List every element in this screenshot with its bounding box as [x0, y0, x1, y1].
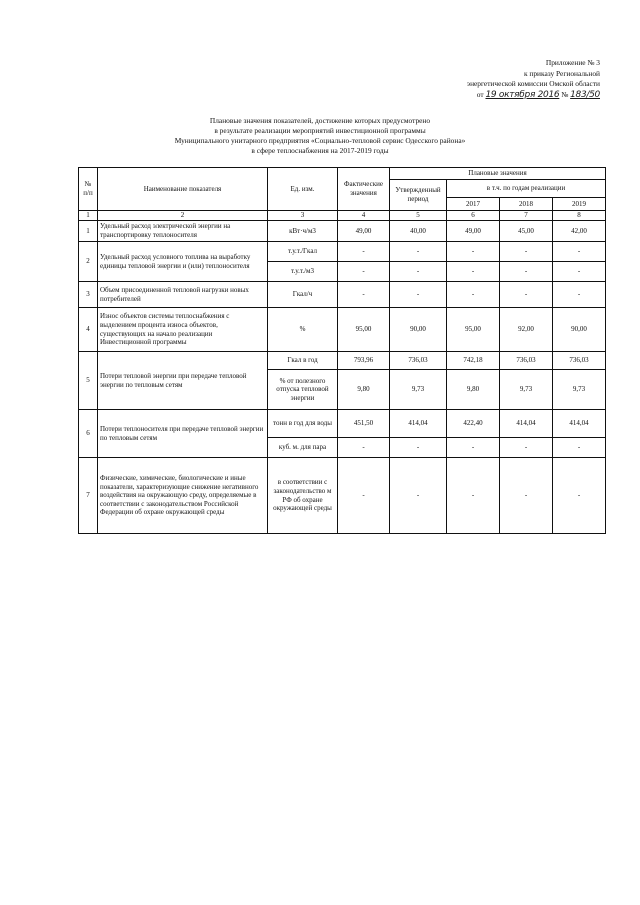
value-2018: - [500, 458, 553, 534]
value-2018: - [500, 262, 553, 282]
approved-value: - [390, 282, 447, 308]
order-date: 19 октября 2016 [485, 89, 560, 100]
row-number: 3 [79, 282, 98, 308]
value-2017: 9,80 [447, 370, 500, 410]
actual-value: 793,96 [338, 352, 390, 370]
value-2019: - [553, 242, 606, 262]
indicators-table [78, 167, 606, 534]
value-2018: 736,03 [500, 352, 553, 370]
actual-value: - [338, 242, 390, 262]
value-2019: - [553, 282, 606, 308]
column-index: 8 [553, 211, 606, 221]
actual-value: - [338, 282, 390, 308]
value-2018: 92,00 [500, 308, 553, 352]
value-2019: - [553, 262, 606, 282]
row-number: 1 [79, 221, 98, 242]
approved-value: - [390, 262, 447, 282]
value-2018: 9,73 [500, 370, 553, 410]
value-2017: - [447, 438, 500, 458]
actual-value: 451,50 [338, 410, 390, 438]
column-index: 5 [390, 211, 447, 221]
approved-value: - [390, 458, 447, 534]
unit-cell: тонн в год для воды [268, 410, 338, 438]
approved-value: 414,04 [390, 410, 447, 438]
header-unit: Ед. изм. [268, 168, 338, 211]
unit-cell: т.у.т./м3 [268, 262, 338, 282]
unit-cell: т.у.т./Гкал [268, 242, 338, 262]
indicator-name: Потери тепловой энергии при передаче тепловой энергии по тепловым сетям [98, 352, 268, 410]
indicator-name: Удельный расход электрической энергии на транспортировку теплоносителя [98, 221, 268, 242]
appendix-title: Приложение № 3 [545, 58, 600, 67]
value-2018: - [500, 242, 553, 262]
value-2017: 422,40 [447, 410, 500, 438]
value-2017: 49,00 [447, 221, 500, 242]
unit-cell: Гкал/ч [268, 282, 338, 308]
header-name: Наименование показателя [98, 168, 268, 211]
table-row [79, 282, 606, 308]
unit-cell: % [268, 308, 338, 352]
column-index: 6 [447, 211, 500, 221]
unit-cell: куб. м. для пара [268, 438, 338, 458]
title-line: Муниципального унитарного предприятия «Социально-тепловой сервис Одесского района» [174, 136, 466, 145]
value-2019: 42,00 [553, 221, 606, 242]
appendix-block [440, 58, 600, 100]
indicator-name: Удельный расход условного топлива на выработку единицы тепловой энергии и (или) теплоносителя [98, 242, 268, 282]
value-2019: - [553, 458, 606, 534]
value-2019: 736,03 [553, 352, 606, 370]
row-number: 2 [79, 242, 98, 282]
header-actual: Фактические значения [338, 168, 390, 211]
header-approved: Утвержденный период [390, 180, 447, 211]
actual-value: - [338, 262, 390, 282]
value-2018: 45,00 [500, 221, 553, 242]
title-line: в сфере теплоснабжения на 2017-2019 годы [251, 146, 389, 155]
title-line: Плановые значения показателей, достижение которых предусмотрено [209, 116, 431, 125]
indicator-name: Потери теплоносителя при передаче тепловой энергии по тепловым сетям [98, 410, 268, 458]
actual-value: - [338, 458, 390, 534]
value-2019: - [553, 438, 606, 458]
approved-value: - [390, 242, 447, 262]
order-line [440, 90, 600, 101]
actual-value: 9,80 [338, 370, 390, 410]
column-index: 7 [500, 211, 553, 221]
value-2017: - [447, 242, 500, 262]
approved-value: 9,73 [390, 370, 447, 410]
approved-value: 736,03 [390, 352, 447, 370]
value-2017: 95,00 [447, 308, 500, 352]
table-row [79, 410, 606, 438]
indicator-name: Физические, химические, биологические и иные показатели, характеризующие снижение негативного воздействия на окружающую среду, определяемые в соответствии с законодательством Российской Федерации об охране окружающей среды [98, 458, 268, 534]
header-by-years: в т.ч. по годам реализации [447, 180, 606, 198]
column-index: 1 [79, 211, 98, 221]
unit-cell: Гкал в год [268, 352, 338, 370]
row-number: 4 [79, 308, 98, 352]
order-prefix: от [476, 89, 484, 99]
row-number: 5 [79, 352, 98, 410]
indicator-name: Объем присоединенной тепловой нагрузки новых потребителей [98, 282, 268, 308]
indicator-name: Износ объектов системы теплоснабжения с выделением процента износа объектов, существующих на начало реализации Инвестиционной программы [98, 308, 268, 352]
actual-value: - [338, 438, 390, 458]
value-2019: 414,04 [553, 410, 606, 438]
table-row [79, 352, 606, 370]
approved-value: - [390, 438, 447, 458]
approved-value: 40,00 [390, 221, 447, 242]
value-2019: 9,73 [553, 370, 606, 410]
column-index-row [79, 211, 606, 221]
column-index: 2 [98, 211, 268, 221]
actual-value: 95,00 [338, 308, 390, 352]
document-title [150, 116, 490, 156]
value-2017: 742,18 [447, 352, 500, 370]
value-2017: - [447, 262, 500, 282]
column-index: 3 [268, 211, 338, 221]
order-number: 183/50 [570, 89, 600, 100]
header-2018: 2018 [500, 198, 553, 211]
unit-cell: кВт·ч/м3 [268, 221, 338, 242]
value-2017: - [447, 458, 500, 534]
value-2019: 90,00 [553, 308, 606, 352]
unit-cell: в соответствии с законодательство м РФ об охране окружающей среды [268, 458, 338, 534]
row-number: 7 [79, 458, 98, 534]
value-2018: - [500, 282, 553, 308]
header-num: № п/п [79, 168, 98, 211]
header-row [79, 168, 606, 180]
appendix-line: энергетической комиссии Омской области [466, 79, 600, 88]
actual-value: 49,00 [338, 221, 390, 242]
title-line: в результате реализации мероприятий инвестиционной программы [214, 126, 426, 135]
table-row [79, 221, 606, 242]
column-index: 4 [338, 211, 390, 221]
row-number: 6 [79, 410, 98, 458]
value-2018: - [500, 438, 553, 458]
table-row [79, 458, 606, 534]
header-plan: Плановые значения [390, 168, 606, 180]
header-2017: 2017 [447, 198, 500, 211]
value-2017: - [447, 282, 500, 308]
unit-cell: % от полезного отпуска тепловой энергии [268, 370, 338, 410]
table-row [79, 242, 606, 262]
table-row [79, 308, 606, 352]
approved-value: 90,00 [390, 308, 447, 352]
appendix-line: к приказу Региональной [523, 68, 600, 78]
order-no-prefix: № [561, 89, 569, 99]
value-2018: 414,04 [500, 410, 553, 438]
header-2019: 2019 [553, 198, 606, 211]
